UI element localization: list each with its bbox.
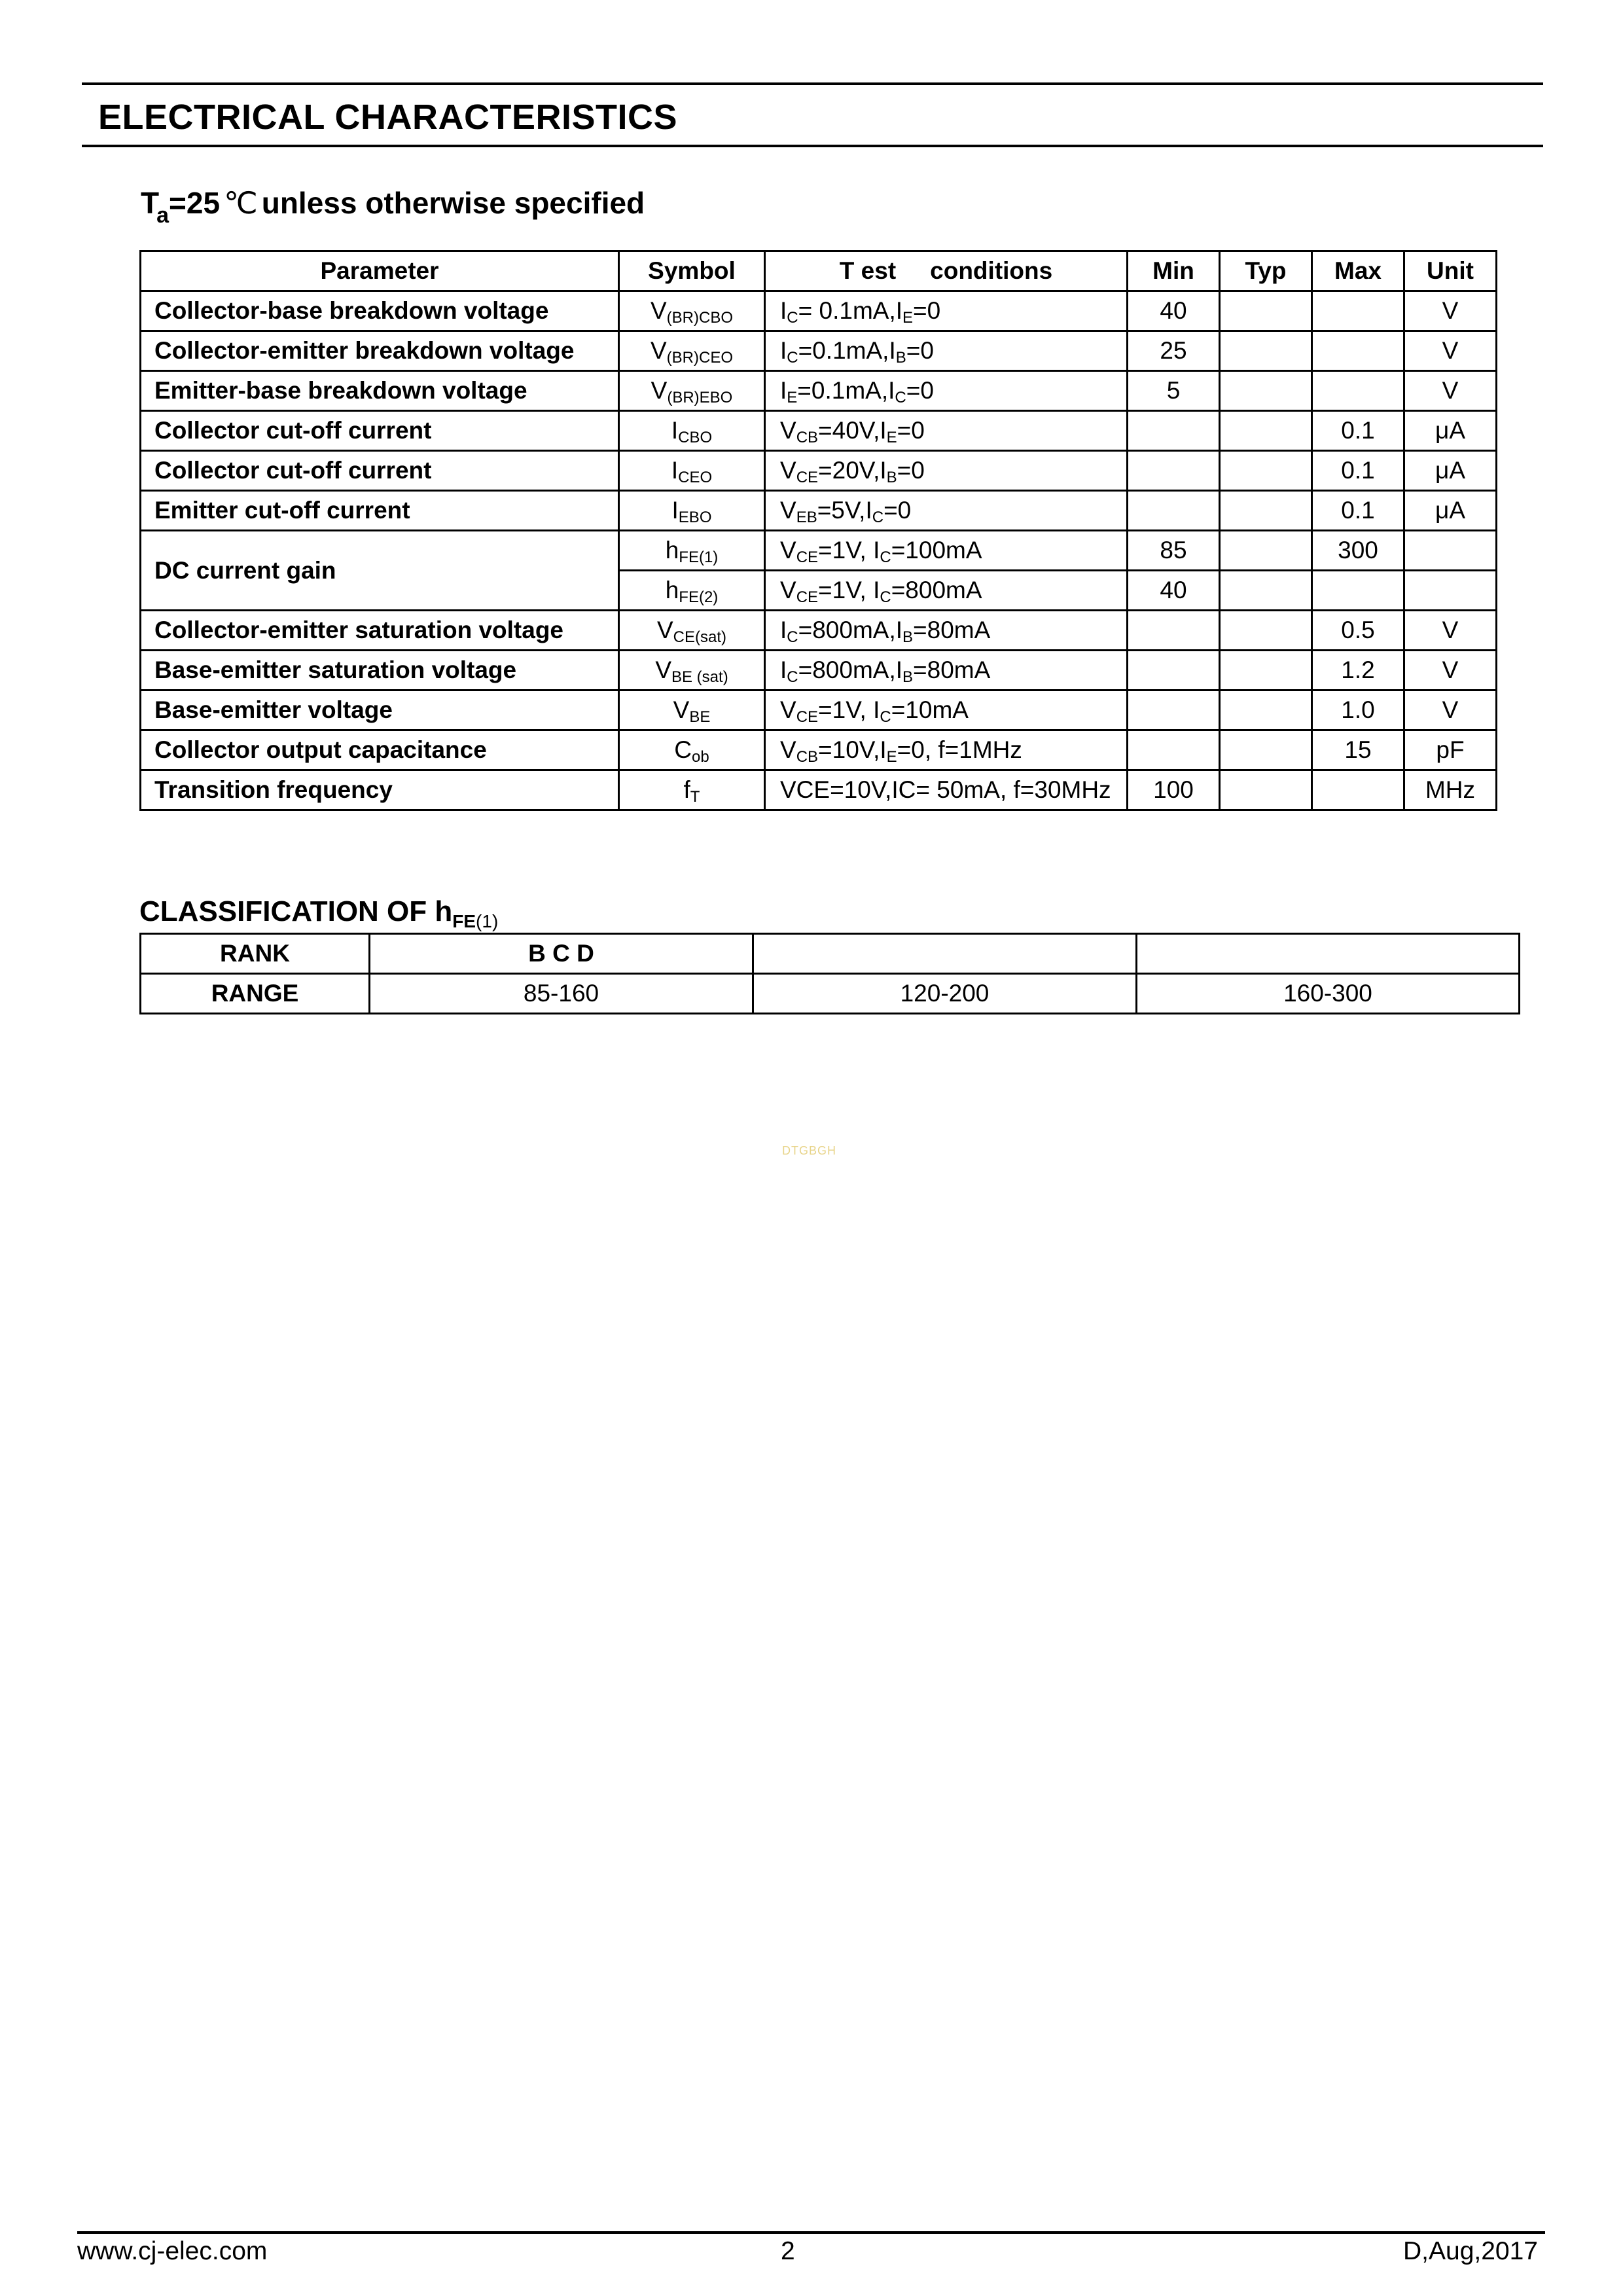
condition-var: I xyxy=(889,337,896,364)
symbol-cell xyxy=(619,730,765,770)
max-cell xyxy=(1312,291,1404,331)
symbol-cell xyxy=(619,491,765,531)
rank-label: RANK xyxy=(141,934,370,974)
condition-value: =100mA xyxy=(891,537,982,564)
max-cell: 300 xyxy=(1312,531,1404,571)
footer-website: www.cj-elec.com xyxy=(77,2237,268,2265)
symbol-cell xyxy=(619,571,765,611)
table-row xyxy=(141,291,1497,331)
condition-value: =0 xyxy=(897,417,925,444)
condition-var: V xyxy=(780,497,796,524)
condition-value: =25 xyxy=(169,186,221,220)
symbol-sub: (BR)EBO xyxy=(667,389,733,406)
condition-cell xyxy=(765,491,1128,531)
condition-value: =10mA xyxy=(891,696,969,723)
condition-sub: CE xyxy=(796,708,819,726)
min-cell: 40 xyxy=(1128,291,1220,331)
condition-cell xyxy=(765,730,1128,770)
unit-cell: μA xyxy=(1404,451,1497,491)
typ-cell xyxy=(1220,411,1312,451)
symbol-main: I xyxy=(671,497,679,524)
condition-value: =0 xyxy=(883,497,912,524)
condition-sub: a xyxy=(156,203,169,228)
range-row xyxy=(141,974,1520,1014)
condition-var: I xyxy=(895,297,903,324)
symbol-cell xyxy=(619,411,765,451)
col-header-typ: Typ xyxy=(1220,251,1312,291)
condition-cell xyxy=(765,651,1128,691)
condition-cell xyxy=(765,770,1128,810)
condition-var: V xyxy=(780,577,796,603)
typ-cell xyxy=(1220,371,1312,411)
classification-table xyxy=(139,933,1520,1014)
condition-sub: B xyxy=(886,469,897,486)
typ-cell xyxy=(1220,691,1312,730)
classification-title-text: CLASSIFICATION OF h xyxy=(139,895,453,927)
classification-title-idx: (1) xyxy=(476,911,499,931)
condition-sub: C xyxy=(880,588,891,606)
condition-var: I xyxy=(780,297,787,324)
condition-sub: E xyxy=(787,389,798,406)
condition-value: =0, f=1MHz xyxy=(897,736,1022,763)
condition-cell xyxy=(765,291,1128,331)
symbol-main: V xyxy=(651,377,668,404)
condition-sub: CE xyxy=(796,588,819,606)
condition-value: =20V, xyxy=(818,457,880,484)
table-row xyxy=(141,651,1497,691)
symbol-sub: (BR)CBO xyxy=(666,309,734,327)
col-header-max: Max xyxy=(1312,251,1404,291)
unit-cell: V xyxy=(1404,331,1497,371)
condition-value: =0.1mA, xyxy=(797,377,889,404)
condition-var: I xyxy=(873,577,880,603)
condition-sub: E xyxy=(886,748,897,766)
table-row xyxy=(141,451,1497,491)
symbol-cell xyxy=(619,291,765,331)
condition-sub: CE xyxy=(796,548,819,566)
electrical-characteristics-table xyxy=(139,250,1497,811)
max-cell xyxy=(1312,371,1404,411)
symbol-sub: CEO xyxy=(678,469,713,486)
watermark-text: DTGBGH xyxy=(782,1144,837,1157)
min-cell: 5 xyxy=(1128,371,1220,411)
condition-value: =40V, xyxy=(818,417,880,444)
typ-cell xyxy=(1220,531,1312,571)
min-cell xyxy=(1128,611,1220,651)
max-cell xyxy=(1312,770,1404,810)
table-body xyxy=(141,291,1497,810)
condition-var: I xyxy=(895,656,903,683)
table-row xyxy=(141,371,1497,411)
table-row xyxy=(141,730,1497,770)
symbol-main: V xyxy=(650,337,667,364)
symbol-cell xyxy=(619,331,765,371)
condition-sub: C xyxy=(787,628,798,646)
symbol-sub: (BR)CEO xyxy=(666,349,734,367)
symbol-sub: T xyxy=(690,788,700,806)
condition-sub: E xyxy=(886,429,897,446)
typ-cell xyxy=(1220,651,1312,691)
symbol-sub: CBO xyxy=(678,429,713,446)
condition-sub: B xyxy=(902,628,914,646)
param-cell: Collector cut-off current xyxy=(141,451,619,491)
title-underline xyxy=(82,145,1543,147)
col-header-symbol: Symbol xyxy=(619,251,765,291)
col-header-conditions: conditions xyxy=(930,257,1053,284)
range-cell: 120-200 xyxy=(753,974,1137,1014)
param-cell: Base-emitter saturation voltage xyxy=(141,651,619,691)
param-cell: Collector-base breakdown voltage xyxy=(141,291,619,331)
condition-sub: EB xyxy=(796,509,817,526)
condition-value: =800mA xyxy=(891,577,982,603)
param-cell: DC current gain xyxy=(141,531,619,611)
symbol-main: h xyxy=(665,577,679,603)
param-cell: Transition frequency xyxy=(141,770,619,810)
condition-var: V xyxy=(780,736,796,763)
max-cell: 1.2 xyxy=(1312,651,1404,691)
condition-var: V xyxy=(780,417,796,444)
symbol-main: h xyxy=(665,537,679,564)
table-row xyxy=(141,491,1497,531)
condition-value: =800mA, xyxy=(798,617,896,643)
condition-value: =0 xyxy=(913,297,941,324)
condition-sub: E xyxy=(902,309,914,327)
condition-var: I xyxy=(888,377,895,404)
degree-celsius-symbol: ℃ xyxy=(224,186,258,220)
col-header-unit: Unit xyxy=(1404,251,1497,291)
condition-value: =0 xyxy=(897,457,925,484)
table-header-row xyxy=(141,251,1497,291)
condition-sub: B xyxy=(902,668,914,686)
condition-sub: CB xyxy=(796,429,819,446)
typ-cell xyxy=(1220,571,1312,611)
symbol-sub: BE (sat) xyxy=(671,668,728,686)
unit-cell: V xyxy=(1404,691,1497,730)
condition-value: =1V, xyxy=(818,696,874,723)
table-row xyxy=(141,411,1497,451)
condition-var: V xyxy=(780,457,796,484)
condition-sub: CB xyxy=(796,748,819,766)
symbol-main: I xyxy=(671,457,679,484)
min-cell xyxy=(1128,451,1220,491)
typ-cell xyxy=(1220,611,1312,651)
classification-title-sub xyxy=(452,911,498,931)
max-cell xyxy=(1312,331,1404,371)
min-cell xyxy=(1128,411,1220,451)
typ-cell xyxy=(1220,451,1312,491)
condition-cell xyxy=(765,571,1128,611)
symbol-cell xyxy=(619,770,765,810)
condition-sub: C xyxy=(880,708,891,726)
condition-value: =1V, xyxy=(818,577,874,603)
symbol-sub: ob xyxy=(692,748,709,766)
condition-sub: C xyxy=(880,548,891,566)
unit-cell: V xyxy=(1404,371,1497,411)
range-label: RANGE xyxy=(141,974,370,1014)
condition-var: I xyxy=(780,656,787,683)
symbol-sub: FE(2) xyxy=(679,588,719,606)
symbol-cell xyxy=(619,691,765,730)
rank-row xyxy=(141,934,1520,974)
unit-cell xyxy=(1404,571,1497,611)
param-cell: Collector output capacitance xyxy=(141,730,619,770)
symbol-cell xyxy=(619,451,765,491)
section-title: ELECTRICAL CHARACTERISTICS xyxy=(98,98,678,137)
max-cell: 0.5 xyxy=(1312,611,1404,651)
condition-sub: C xyxy=(895,389,906,406)
table-row xyxy=(141,531,1497,571)
condition-var: VCE=10V,IC= 50mA, f=30MHz xyxy=(780,776,1111,803)
unit-cell: V xyxy=(1404,651,1497,691)
symbol-sub: BE xyxy=(689,708,711,726)
condition-var: I xyxy=(873,696,880,723)
condition-value: =0 xyxy=(906,377,934,404)
param-cell: Collector-emitter saturation voltage xyxy=(141,611,619,651)
typ-cell xyxy=(1220,291,1312,331)
condition-var: I xyxy=(873,537,880,564)
condition-var: I xyxy=(865,497,872,524)
typ-cell xyxy=(1220,730,1312,770)
symbol-main: V xyxy=(656,617,673,643)
condition-value: = 0.1mA, xyxy=(798,297,896,324)
condition-sub: C xyxy=(872,509,884,526)
unit-cell: V xyxy=(1404,611,1497,651)
symbol-main: f xyxy=(683,776,690,803)
col-header-min: Min xyxy=(1128,251,1220,291)
symbol-main: V xyxy=(650,297,667,324)
col-header-test-conditions xyxy=(765,251,1128,291)
min-cell xyxy=(1128,730,1220,770)
test-condition xyxy=(141,185,645,228)
max-cell: 0.1 xyxy=(1312,491,1404,531)
symbol-main: I xyxy=(671,417,679,444)
param-cell: Emitter cut-off current xyxy=(141,491,619,531)
condition-var: I xyxy=(780,377,787,404)
unit-cell: μA xyxy=(1404,491,1497,531)
symbol-main: V xyxy=(655,656,671,683)
condition-cell xyxy=(765,531,1128,571)
condition-cell xyxy=(765,691,1128,730)
max-cell: 0.1 xyxy=(1312,451,1404,491)
typ-cell xyxy=(1220,770,1312,810)
min-cell: 85 xyxy=(1128,531,1220,571)
unit-cell: pF xyxy=(1404,730,1497,770)
rank-cell xyxy=(753,934,1137,974)
symbol-sub: FE(1) xyxy=(679,548,719,566)
condition-cell xyxy=(765,371,1128,411)
footer-revision: D,Aug,2017 xyxy=(1403,2237,1538,2265)
condition-cell xyxy=(765,411,1128,451)
max-cell xyxy=(1312,571,1404,611)
unit-cell: V xyxy=(1404,291,1497,331)
symbol-cell xyxy=(619,611,765,651)
condition-var: I xyxy=(895,617,903,643)
footer-rule xyxy=(77,2231,1545,2234)
condition-sub: C xyxy=(787,668,798,686)
min-cell xyxy=(1128,491,1220,531)
condition-cell xyxy=(765,331,1128,371)
condition-var: I xyxy=(880,457,887,484)
param-cell: Emitter-base breakdown voltage xyxy=(141,371,619,411)
param-cell: Collector-emitter breakdown voltage xyxy=(141,331,619,371)
condition-var: V xyxy=(780,696,796,723)
param-cell: Base-emitter voltage xyxy=(141,691,619,730)
symbol-main: C xyxy=(674,736,692,763)
condition-cell xyxy=(765,451,1128,491)
condition-value: =80mA xyxy=(913,617,991,643)
min-cell: 25 xyxy=(1128,331,1220,371)
condition-value: =1V, xyxy=(818,537,874,564)
classification-title-fe: FE xyxy=(452,911,476,931)
unit-cell xyxy=(1404,531,1497,571)
symbol-sub: EBO xyxy=(678,509,712,526)
table-row xyxy=(141,691,1497,730)
range-cell: 85-160 xyxy=(370,974,753,1014)
typ-cell xyxy=(1220,331,1312,371)
rank-cell: B C D xyxy=(370,934,753,974)
symbol-cell xyxy=(619,371,765,411)
range-cell: 160-300 xyxy=(1137,974,1520,1014)
symbol-main: V xyxy=(673,696,690,723)
condition-text: unless otherwise specified xyxy=(261,186,645,220)
condition-var: V xyxy=(780,537,796,564)
condition-cell xyxy=(765,611,1128,651)
symbol-sub: CE(sat) xyxy=(673,628,727,646)
condition-var: I xyxy=(780,337,787,364)
table-row xyxy=(141,331,1497,371)
symbol-cell xyxy=(619,531,765,571)
min-cell xyxy=(1128,651,1220,691)
col-header-test: T est xyxy=(839,257,897,284)
symbol-cell xyxy=(619,651,765,691)
condition-sub: B xyxy=(895,349,906,367)
condition-value: =0.1mA, xyxy=(798,337,889,364)
condition-value: =800mA, xyxy=(798,656,896,683)
table-row xyxy=(141,770,1497,810)
max-cell: 15 xyxy=(1312,730,1404,770)
condition-sub: CE xyxy=(796,469,819,486)
rank-cell xyxy=(1137,934,1520,974)
top-rule xyxy=(82,82,1543,85)
condition-var: I xyxy=(780,617,787,643)
min-cell xyxy=(1128,691,1220,730)
condition-value: =10V, xyxy=(818,736,880,763)
condition-value: =80mA xyxy=(913,656,991,683)
typ-cell xyxy=(1220,491,1312,531)
condition-sub: C xyxy=(787,309,798,327)
param-cell: Collector cut-off current xyxy=(141,411,619,451)
col-header-parameter: Parameter xyxy=(141,251,619,291)
min-cell: 40 xyxy=(1128,571,1220,611)
condition-var: I xyxy=(880,736,887,763)
footer-page-number: 2 xyxy=(781,2237,795,2265)
max-cell: 0.1 xyxy=(1312,411,1404,451)
table-row xyxy=(141,611,1497,651)
unit-cell: MHz xyxy=(1404,770,1497,810)
condition-var: I xyxy=(880,417,887,444)
unit-cell: μA xyxy=(1404,411,1497,451)
condition-t: T xyxy=(141,186,160,220)
classification-title xyxy=(139,895,499,931)
min-cell: 100 xyxy=(1128,770,1220,810)
max-cell: 1.0 xyxy=(1312,691,1404,730)
condition-sub: C xyxy=(787,349,798,367)
condition-value: =0 xyxy=(906,337,934,364)
condition-value: =5V, xyxy=(817,497,866,524)
